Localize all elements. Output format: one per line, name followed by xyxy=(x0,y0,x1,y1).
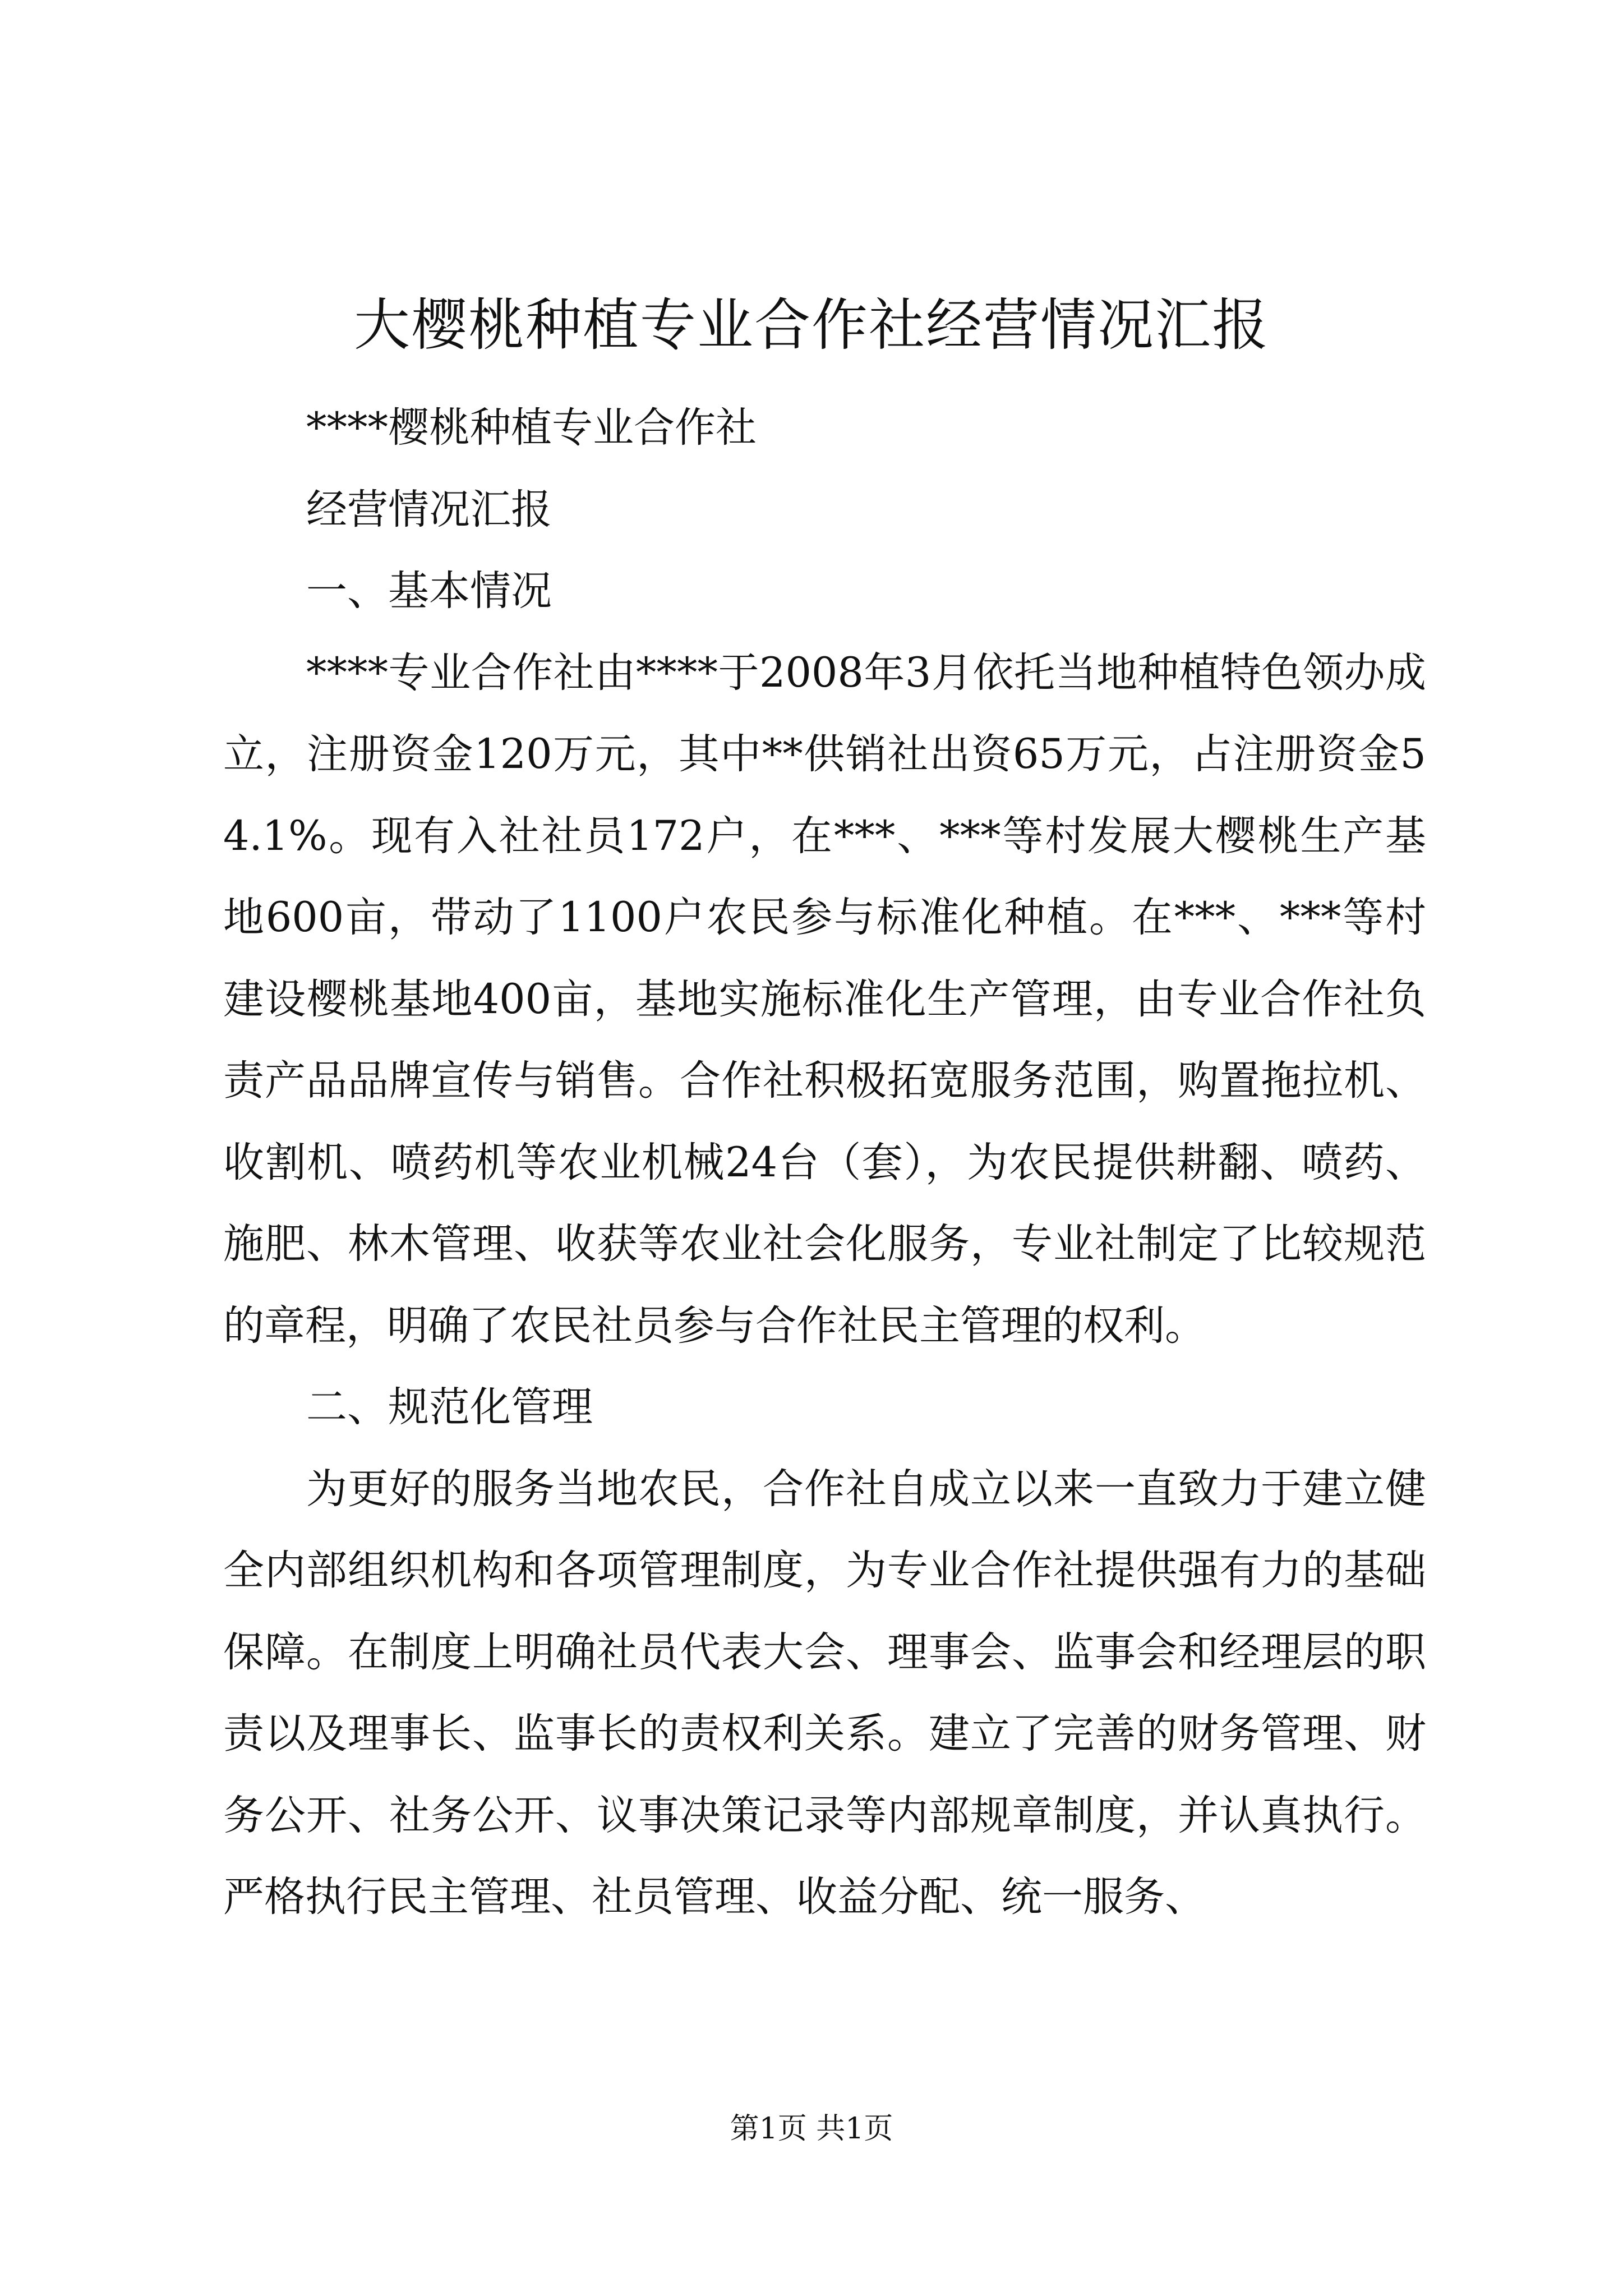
section-1-heading: 一、基本情况 xyxy=(306,567,552,615)
report-subtitle-line: 经营情况汇报 xyxy=(306,485,552,533)
section-2-paragraph: 为更好的服务当地农民，合作社自成立以来一直致力于建立健全内部组织机构和各项管理制度，为专业合作社提供强有力的基础保障。在制度上明确社员代表大会、理事会、监事会和经理层的职责以及理事长、监事长的责权利关系。建立了完善的财务管理、财务公开、社务公开、议事决策记录等内部规章制度，并认真执行。严格执行民主管理、社员管理、收益分配、统一服务、 xyxy=(223,1465,1426,1921)
organization-line: ****樱桃种植专业合作社 xyxy=(306,404,757,452)
page-footer: 第1页 共1页 xyxy=(730,2112,893,2146)
section-1-paragraph: ****专业合作社由****于2008年3月依托当地种植特色领办成立，注册资金120万元，其中**供销社出资65万元，占注册资金54.1%。现有入社社员172户，在***、***等村发展大樱桃生产基地600亩，带动了1100户农民参与标准化种植。在***、***等村建设樱桃基地400亩，基地实施标准化生产管理，由专业合作社负责产品品牌宣传与销售。合作社积极拓宽服务范围，购置拖拉机、收割机、喷药机等农业机械24台（套），为农民提供耕翻、喷药、施肥、林木管理、收获等农业社会化服务，专业社制定了比较规范的章程，明确了农民社员参与合作社民主管理的权利。 xyxy=(223,648,1426,1350)
document-title: 大樱桃种植专业合作社经营情况汇报 xyxy=(354,292,1269,358)
section-2-heading: 二、规范化管理 xyxy=(306,1383,593,1431)
document-body xyxy=(223,387,1426,1938)
